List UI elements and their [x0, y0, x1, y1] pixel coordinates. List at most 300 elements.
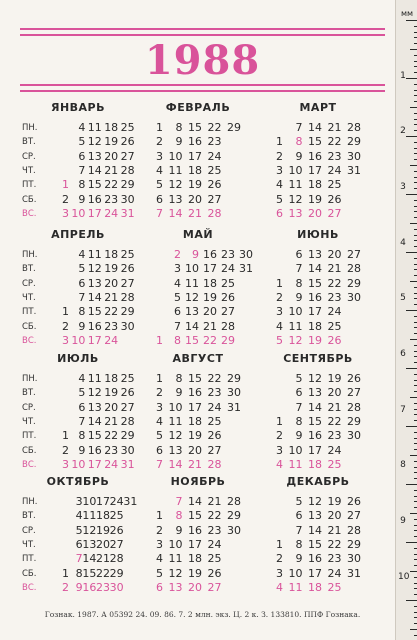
day-cell: 4: [276, 178, 283, 192]
month-8: [142, 352, 254, 492]
weekday-label: ПН.: [22, 374, 38, 384]
day-cell: 24: [327, 305, 342, 319]
day-cell: 6: [174, 305, 181, 319]
day-cell: 24: [109, 495, 124, 508]
day-cell: 20: [188, 580, 202, 594]
day-cell: 9: [78, 319, 86, 333]
day-cell: 23: [104, 192, 119, 206]
day-cell: 10: [288, 163, 303, 177]
day-cell: 17: [308, 163, 322, 177]
day-cell: 22: [104, 429, 119, 443]
day-cell: 8: [295, 414, 303, 428]
day-cell: 4: [156, 552, 163, 566]
day-cell: 16: [188, 135, 202, 149]
day-cell: 13: [87, 149, 102, 163]
month-10: [22, 475, 138, 615]
day-cell: 30: [109, 580, 124, 594]
day-cell: 19: [104, 262, 119, 276]
day-cell: 20: [188, 443, 202, 457]
day-cell: 11: [288, 457, 303, 471]
day-grid: [262, 248, 374, 360]
day-cell: 22: [327, 414, 342, 428]
day-cell: 6: [78, 400, 86, 414]
day-cell: 18: [188, 163, 202, 177]
day-cell: 30: [239, 248, 253, 261]
day-cell: 26: [347, 372, 361, 385]
day-cell: 13: [168, 580, 183, 594]
ruler-number: 8: [400, 460, 406, 471]
day-cell: 20: [327, 509, 342, 523]
day-grid: [262, 495, 374, 607]
month-4: [22, 228, 134, 368]
day-cell: 29: [227, 372, 241, 385]
day-cell: 17: [87, 206, 102, 220]
day-cell: 17: [308, 305, 322, 319]
month-name: ЯНВАРЬ: [50, 101, 106, 114]
day-cell: 4: [78, 121, 86, 134]
day-cell: 22: [96, 566, 110, 580]
day-cell: 11: [288, 319, 303, 333]
month-7: [22, 352, 134, 492]
day-cell: 24: [327, 163, 342, 177]
day-cell: 3: [276, 163, 283, 177]
day-cell: 2: [174, 248, 181, 261]
day-cell: 20: [327, 248, 342, 261]
day-cell: 27: [347, 509, 361, 523]
day-cell: 29: [221, 333, 235, 347]
day-cell: 30: [227, 386, 241, 400]
day-cell: 1: [62, 429, 69, 443]
day-cell: 16: [188, 523, 202, 537]
day-cell: 8: [78, 305, 86, 319]
ruler-tick: [410, 629, 417, 630]
ruler-tick: [410, 513, 417, 514]
top-rule-1: [20, 28, 385, 30]
day-cell: 8: [175, 509, 183, 523]
day-cell: 31: [227, 400, 241, 414]
day-cell: 11: [87, 248, 102, 261]
weekday-label: ПТ.: [22, 180, 37, 191]
day-cell: 7: [295, 523, 303, 537]
day-cell: 4: [78, 372, 86, 385]
day-cell: 21: [104, 163, 119, 177]
day-cell: 2: [62, 192, 69, 206]
weekday-label: СБ.: [22, 568, 37, 579]
day-cell: 27: [221, 305, 235, 319]
day-cell: 25: [109, 509, 124, 523]
day-cell: 21: [104, 290, 119, 304]
day-cell: 1: [276, 537, 283, 551]
day-cell: 23: [221, 248, 235, 261]
printer-imprint: Гознак. 1987. А 05392 24. 09. 86. 7. 2 млн. экз. Ц. 2 к. З. 133810. ППФ Гознака.: [44, 610, 361, 619]
ruler-tick: [410, 397, 417, 398]
day-cell: 18: [308, 580, 322, 594]
day-cell: 12: [308, 495, 322, 508]
day-cell: 3: [276, 305, 283, 319]
day-cell: 21: [188, 206, 202, 220]
day-cell: 5: [156, 566, 163, 580]
day-cell: 29: [347, 135, 361, 149]
day-cell: 8: [174, 333, 181, 347]
day-cell: 16: [188, 386, 202, 400]
day-cell: 31: [347, 163, 361, 177]
day-cell: 22: [327, 276, 342, 290]
day-cell: 23: [104, 319, 119, 333]
day-cell: 26: [207, 429, 222, 443]
day-cell: 19: [104, 135, 119, 149]
day-cell: 25: [327, 580, 342, 594]
weekday-label: ВС.: [22, 459, 37, 470]
day-cell: 21: [327, 262, 342, 276]
day-cell: 16: [87, 192, 102, 206]
day-cell: 28: [207, 457, 222, 471]
day-cell: 1: [156, 333, 163, 347]
ruler-tick: [410, 223, 417, 224]
day-cell: 15: [308, 537, 322, 551]
day-cell: 5: [75, 523, 83, 537]
day-cell: 14: [308, 400, 322, 414]
day-cell: 17: [188, 400, 202, 414]
day-cell: 11: [288, 580, 303, 594]
day-cell: 25: [207, 414, 222, 428]
day-cell: 12: [168, 429, 183, 443]
day-cell: 29: [347, 537, 361, 551]
day-grid: [262, 121, 374, 233]
day-cell: 11: [168, 552, 183, 566]
day-cell: 19: [188, 429, 202, 443]
weekday-label: ЧТ.: [22, 292, 36, 303]
day-cell: 13: [168, 192, 183, 206]
day-cell: 27: [327, 206, 342, 220]
day-cell: 19: [308, 333, 322, 347]
day-cell: 14: [87, 414, 102, 428]
day-cell: 28: [120, 290, 135, 304]
day-cell: 12: [288, 192, 303, 206]
ruler-tick: [406, 194, 417, 195]
day-cell: 22: [104, 178, 119, 192]
ruler-number: 1: [400, 70, 406, 81]
day-cell: 16: [87, 319, 102, 333]
day-cell: 30: [120, 192, 135, 206]
month-5: [142, 228, 254, 368]
day-cell: 25: [120, 248, 135, 261]
weekday-label: ПТ.: [22, 307, 37, 318]
day-cell: 14: [188, 495, 202, 508]
month-name: МАЙ: [182, 228, 214, 241]
day-cell: 15: [82, 566, 97, 580]
day-cell: 13: [87, 400, 102, 414]
day-cell: 4: [78, 248, 86, 261]
day-grid: [142, 372, 254, 484]
ruler-tick: [406, 484, 417, 485]
day-cell: 30: [227, 523, 241, 537]
day-cell: 2: [156, 386, 163, 400]
ruler-tick: [406, 368, 417, 369]
day-cell: 3: [276, 443, 283, 457]
day-cell: 5: [78, 262, 86, 276]
day-cell: 3: [276, 566, 283, 580]
day-cell: 12: [82, 523, 97, 537]
day-cell: 25: [207, 552, 222, 566]
ruler-tick: [406, 310, 417, 311]
day-cell: 17: [87, 333, 102, 347]
weekday-label: СБ.: [22, 445, 37, 456]
month-name: ИЮЛЬ: [57, 352, 99, 365]
month-1: [22, 101, 134, 241]
day-cell: 7: [174, 319, 181, 333]
day-cell: 3: [156, 149, 163, 163]
day-cell: 29: [347, 414, 361, 428]
month-6: [262, 228, 374, 368]
day-cell: 28: [347, 262, 361, 276]
day-cell: 19: [188, 178, 202, 192]
day-cell: 12: [168, 178, 183, 192]
day-cell: 23: [327, 429, 342, 443]
day-cell: 27: [207, 443, 222, 457]
day-cell: 21: [96, 552, 110, 566]
day-cell: 15: [185, 333, 199, 347]
month-name: НОЯБРЬ: [170, 475, 226, 488]
day-cell: 30: [347, 429, 361, 443]
day-cell: 27: [120, 400, 135, 414]
day-cell: 30: [120, 443, 135, 457]
weekday-label: СР.: [22, 402, 36, 413]
day-grid: [142, 495, 254, 607]
day-cell: 11: [87, 121, 102, 134]
day-cell: 10: [288, 566, 303, 580]
ruler-number: 9: [400, 516, 406, 527]
weekday-label: ВС.: [22, 335, 37, 346]
day-cell: 2: [276, 552, 283, 566]
day-cell: 24: [327, 443, 342, 457]
day-cell: 26: [109, 523, 124, 537]
day-cell: 8: [175, 121, 183, 134]
day-cell: 9: [295, 552, 303, 566]
day-cell: 29: [347, 276, 361, 290]
day-cell: 4: [276, 319, 283, 333]
day-cell: 7: [295, 262, 303, 276]
day-cell: 3: [75, 495, 83, 508]
day-cell: 29: [120, 305, 135, 319]
day-cell: 19: [104, 386, 119, 400]
day-cell: 14: [308, 523, 322, 537]
day-cell: 24: [104, 333, 119, 347]
day-cell: 18: [203, 276, 217, 290]
day-cell: 25: [327, 178, 342, 192]
day-cell: 19: [327, 495, 342, 508]
day-cell: 31: [120, 457, 135, 471]
day-cell: 30: [120, 319, 135, 333]
day-cell: 1: [156, 121, 163, 134]
day-grid: [142, 121, 254, 233]
ruler-tick: [406, 252, 417, 253]
day-cell: 3: [62, 457, 69, 471]
day-cell: 8: [295, 135, 303, 149]
day-cell: 17: [308, 566, 322, 580]
day-cell: 20: [308, 206, 322, 220]
day-cell: 17: [87, 457, 102, 471]
ruler-tick: [410, 455, 417, 456]
day-cell: 9: [295, 290, 303, 304]
day-cell: 1: [276, 414, 283, 428]
day-cell: 8: [78, 429, 86, 443]
day-cell: 16: [308, 149, 322, 163]
weekday-label: ПТ.: [22, 554, 37, 565]
day-cell: 20: [104, 276, 119, 290]
month-name: ИЮНЬ: [297, 228, 339, 241]
day-cell: 14: [308, 121, 322, 134]
ruler-number: 2: [400, 126, 406, 137]
day-cell: 21: [327, 400, 342, 414]
day-cell: 17: [203, 262, 217, 276]
top-rule-2: [20, 34, 385, 36]
day-cell: 10: [168, 400, 183, 414]
month-name: МАРТ: [299, 101, 337, 114]
day-cell: 2: [276, 290, 283, 304]
day-cell: 24: [207, 149, 222, 163]
day-cell: 19: [188, 566, 202, 580]
day-cell: 29: [120, 178, 135, 192]
day-cell: 5: [276, 192, 283, 206]
month-12: [262, 475, 374, 615]
day-cell: 21: [327, 121, 342, 134]
day-cell: 6: [295, 509, 303, 523]
day-cell: 15: [188, 509, 202, 523]
day-cell: 7: [75, 552, 83, 566]
day-cell: 5: [174, 290, 181, 304]
day-cell: 13: [168, 443, 183, 457]
day-cell: 6: [276, 206, 283, 220]
day-cell: 21: [188, 457, 202, 471]
day-cell: 1: [62, 178, 69, 192]
day-cell: 2: [62, 443, 69, 457]
day-cell: 28: [347, 121, 361, 134]
day-cell: 27: [207, 580, 222, 594]
day-cell: 6: [295, 386, 303, 400]
bottom-rule-1: [20, 84, 385, 86]
day-cell: 20: [203, 305, 217, 319]
bottom-rule-2: [20, 90, 385, 92]
day-cell: 16: [308, 290, 322, 304]
day-cell: 21: [207, 495, 222, 508]
day-cell: 8: [175, 372, 183, 385]
day-cell: 3: [62, 206, 69, 220]
day-cell: 18: [104, 121, 119, 134]
day-cell: 26: [221, 290, 235, 304]
day-cell: 1: [276, 276, 283, 290]
day-cell: 8: [295, 276, 303, 290]
weekday-label: ВС.: [22, 582, 37, 593]
month-9: [262, 352, 374, 492]
day-cell: 31: [347, 566, 361, 580]
day-cell: 19: [203, 290, 217, 304]
weekday-label: СБ.: [22, 194, 37, 205]
day-cell: 20: [96, 537, 110, 551]
day-cell: 31: [123, 495, 138, 508]
day-cell: 27: [120, 149, 135, 163]
day-cell: 26: [327, 333, 342, 347]
day-cell: 4: [276, 580, 283, 594]
ruler-tick: [410, 339, 417, 340]
day-cell: 28: [120, 414, 135, 428]
day-cell: 10: [185, 262, 199, 276]
day-cell: 6: [78, 149, 86, 163]
day-cell: 13: [308, 248, 322, 261]
day-cell: 26: [120, 386, 135, 400]
day-cell: 27: [207, 192, 222, 206]
day-cell: 22: [207, 121, 222, 134]
day-cell: 30: [347, 290, 361, 304]
day-cell: 4: [75, 509, 83, 523]
day-cell: 28: [120, 163, 135, 177]
day-cell: 30: [347, 552, 361, 566]
day-cell: 9: [78, 443, 86, 457]
day-cell: 11: [87, 372, 102, 385]
month-11: [142, 475, 254, 615]
day-cell: 6: [156, 580, 163, 594]
day-cell: 27: [347, 248, 361, 261]
day-cell: 15: [188, 372, 202, 385]
weekday-label: ПН.: [22, 123, 38, 133]
day-cell: 5: [276, 333, 283, 347]
month-2: [142, 101, 254, 241]
day-cell: 7: [156, 457, 163, 471]
day-cell: 28: [221, 319, 235, 333]
month-name: ДЕКАБРЬ: [286, 475, 350, 488]
day-cell: 13: [288, 206, 303, 220]
day-cell: 13: [308, 509, 322, 523]
day-cell: 15: [308, 414, 322, 428]
day-cell: 29: [109, 566, 124, 580]
day-cell: 1: [62, 566, 69, 580]
day-cell: 18: [104, 248, 119, 261]
day-cell: 4: [174, 276, 181, 290]
weekday-label: ПН.: [22, 250, 38, 260]
day-cell: 11: [288, 178, 303, 192]
day-cell: 14: [168, 457, 183, 471]
day-cell: 9: [192, 248, 199, 261]
day-cell: 24: [221, 262, 235, 276]
day-cell: 14: [308, 262, 322, 276]
day-cell: 18: [308, 319, 322, 333]
day-cell: 3: [62, 333, 69, 347]
day-cell: 6: [156, 192, 163, 206]
day-cell: 25: [207, 163, 222, 177]
day-cell: 8: [75, 566, 83, 580]
day-cell: 30: [347, 149, 361, 163]
day-cell: 10: [71, 206, 86, 220]
day-cell: 23: [104, 443, 119, 457]
month-name: СЕНТЯБРЬ: [283, 352, 353, 365]
day-cell: 9: [175, 523, 183, 537]
weekday-label: ВС.: [22, 208, 37, 219]
day-cell: 9: [78, 192, 86, 206]
weekday-label: ВТ.: [22, 511, 36, 522]
day-cell: 20: [188, 192, 202, 206]
day-cell: 15: [308, 276, 322, 290]
day-cell: 2: [62, 580, 69, 594]
day-cell: 31: [120, 206, 135, 220]
day-cell: 16: [87, 443, 102, 457]
day-cell: 21: [104, 414, 119, 428]
day-cell: 19: [96, 523, 110, 537]
day-cell: 10: [288, 305, 303, 319]
day-cell: 7: [295, 121, 303, 134]
day-cell: 24: [327, 566, 342, 580]
day-cell: 27: [109, 537, 124, 551]
day-cell: 23: [207, 386, 222, 400]
day-cell: 10: [71, 333, 86, 347]
